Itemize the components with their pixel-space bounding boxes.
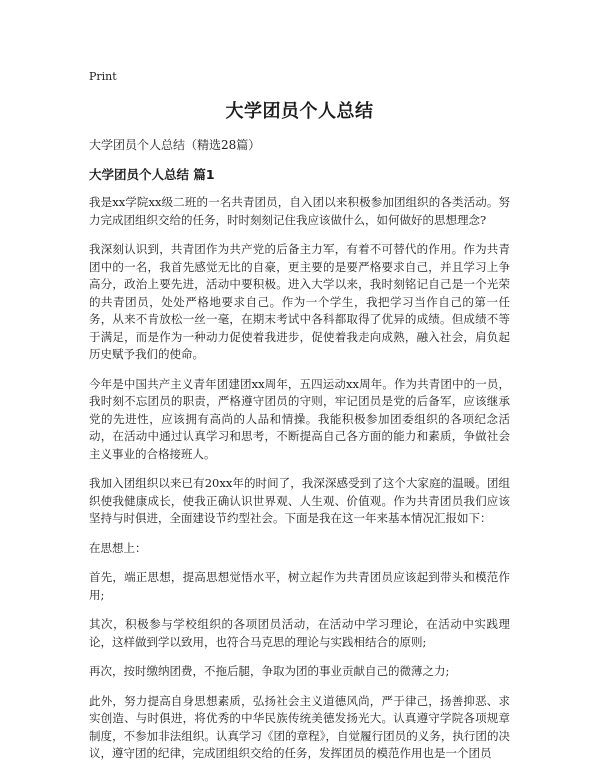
paragraph-6: 首先，端正思想，提高思想觉悟水平，树立起作为共青团员应该起到带头和模范作用; [89,570,510,602]
paragraph-7: 其次，积极参与学校组织的各项团员活动，在活动中学习理论，在活动中实践理论，这样做到学以致用，也符合马克思的理论与实践相结合的原则; [89,617,510,649]
document-subtitle: 大学团员个人总结（精选28篇） [89,138,261,152]
paragraph-2: 我深刻认识到，共青团作为共产党的后备主力军，有着不可替代的作用。作为共青团中的一名，我首先感觉无比的自豪，更主要的是要严格要求自己，并且学习上争高分，政治上要先进，活动中要积极。进入大学以来，我时刻铭记自己是一个光荣的共青团员，处处严格地要求自己。作为一个学生，我把学习当作自己的第一任务，从来不肯放松一丝一毫，在期末考试中各科都取得了优异的成绩。但成绩不等于满足，而是作为一种动力促使着我进步，促使着我走向成熟，融入社会，肩负起历史赋予我们的使命。 [89,242,510,361]
paragraph-9: 此外，努力提高自身思想素质，弘扬社会主义道德风尚，严于律己，扬善抑恶、求实创造、与时俱进，将优秀的中华民族传统美德发扬光大。认真遵守学院各项规章制度，不参加非法组织。认真学习《团的章程》，自觉履行团员的义务，执行团的决议，遵守团的纪律，完成团组织交给的任务，发挥团员的模范作用也是一个团员 [89,693,510,760]
paragraph-1: 我是xx学院xx级二班的一名共青团员，自入团以来积极参加团组织的各类活动。努力完成团组织交给的任务，时时刻刻记住我应该做什么，如何做好的思想理念? [89,195,510,227]
paragraph-8: 再次，按时缴纳团费，不拖后腿，争取为团的事业贡献自己的微薄之力; [89,664,450,678]
paragraph-4: 我加入团组织以来已有20xx年的时间了，我深深感受到了这个大家庭的温暖。团组织使我健康成长，使我正确认识世界观、人生观、价值观。作为共青团员我们应该坚持与时俱进，全面建设节约型社会。下面是我在这一年来基本情况汇报如下： [89,476,510,525]
section-heading: 大学团员个人总结 篇1 [89,167,215,182]
print-link[interactable]: Print [89,70,117,83]
page-title: 大学团员个人总结 [225,101,374,122]
paragraph-3: 今年是中国共产主义青年团建团xx周年，五四运动xx周年。作为共青团中的一员，我时刻不忘团员的职责，严格遵守团员的守则，牢记团员是党的后备军，应该继承党的先进性，应该拥有高尚的人品和情操。我能积极参加团委组织的各项纪念活动，在活动中通过认真学习和思考，不断提高自己各方面的能力和素质，争做社会主义事业的合格接班人。 [89,376,510,461]
paragraph-5: 在思想上： [89,540,147,555]
